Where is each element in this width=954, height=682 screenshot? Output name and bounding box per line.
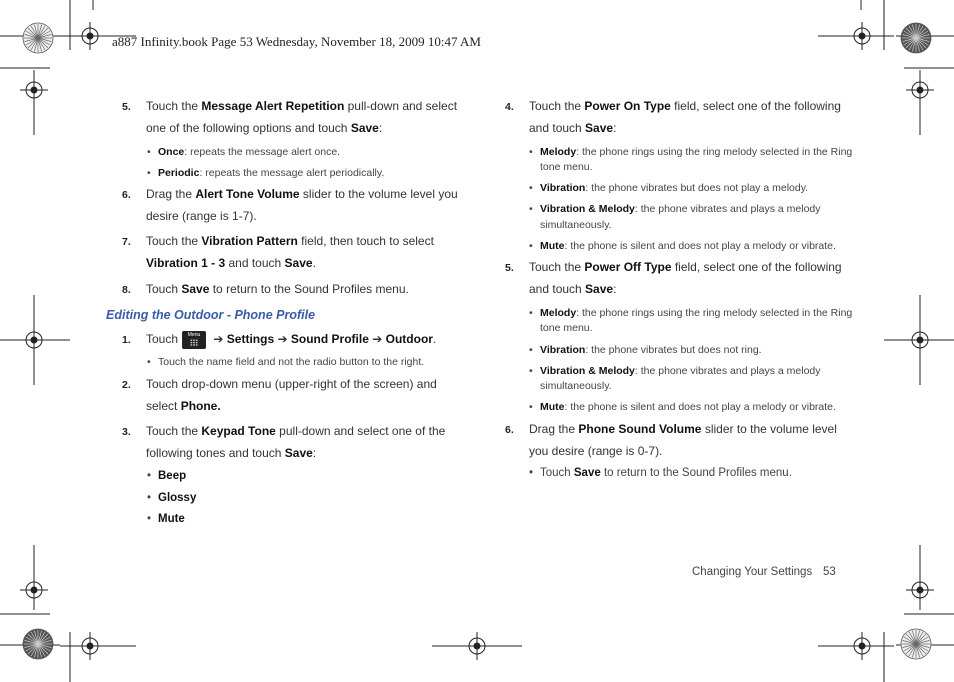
menu-icon: Menu xyxy=(182,331,206,349)
footer-section: Changing Your Settings xyxy=(692,566,813,578)
section-title: Editing the Outdoor - Phone Profile xyxy=(106,308,316,322)
page-header: a887 Infinity.book Page 53 Wednesday, November 18, 2009 10:47 AM xyxy=(112,34,481,49)
page-number: 53 xyxy=(823,566,836,578)
